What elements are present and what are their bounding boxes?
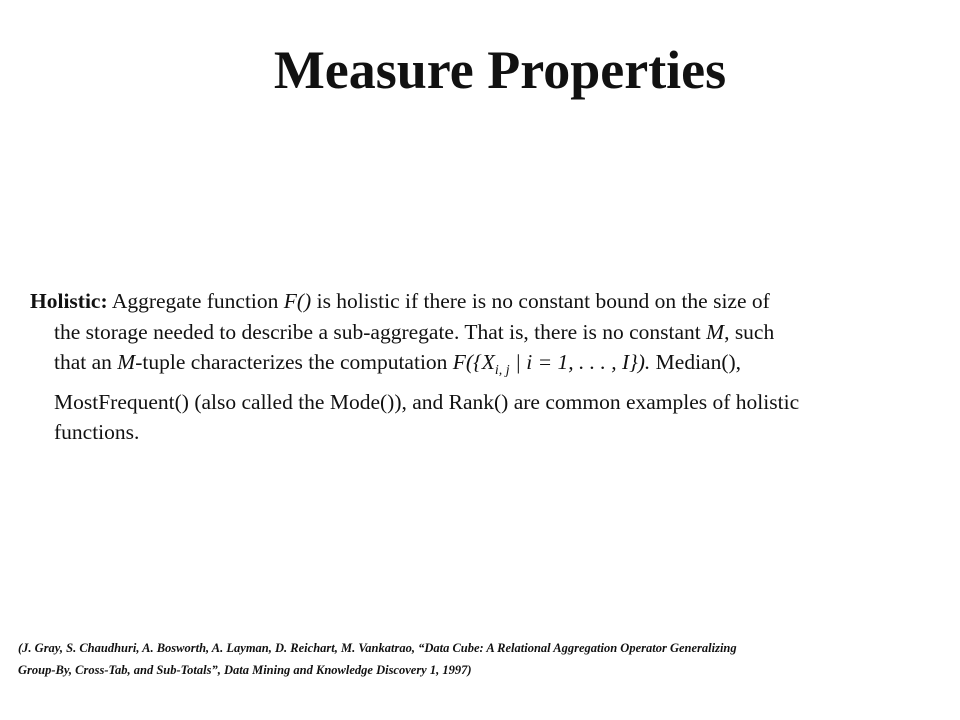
formula-part: F({X (452, 350, 495, 374)
definition-text: functions. (54, 420, 140, 444)
citation (18, 637, 948, 681)
math-function-f: F() (283, 289, 312, 313)
definition-text: is holistic if there is no constant bound on the size of (316, 289, 770, 313)
definition-text: that an (54, 350, 112, 374)
definition-line-4 (30, 387, 940, 418)
math-constant-m: M (117, 350, 136, 374)
definition-text: -tuple characterizes the computation (135, 350, 448, 374)
math-constant-m: M (706, 319, 725, 344)
definition-text: Median(), (655, 350, 742, 374)
citation-line-2: Group-By, Cross-Tab, and Sub-Totals”, Data Mining and Knowledge Discovery 1, 1997) (18, 663, 472, 677)
formula-part: | i = 1, . . . , I}). (509, 350, 651, 374)
definition-text: MostFrequent() (also called the Mode()), and Rank() are common examples of holistic (54, 389, 800, 414)
formula-subscript: i, j (494, 363, 510, 378)
definition-line-3 (30, 347, 940, 387)
definition-line-2 (30, 317, 940, 348)
definition-text: Aggregate function (111, 289, 279, 313)
citation-line-1: (J. Gray, S. Chaudhuri, A. Bosworth, A. Layman, D. Reichart, M. Vankatrao, “Data Cube: A Relational Aggregation Operator Generalizing (18, 641, 737, 655)
math-formula (452, 350, 651, 378)
definition-paragraph (30, 286, 940, 448)
slide-title: Measure Properties (273, 40, 727, 100)
definition-text: , such (724, 319, 775, 344)
definition-line-5 (30, 417, 940, 448)
definition-line-1 (30, 286, 940, 317)
definition-text: the storage needed to describe a sub-aggregate. That is, there is no constant (54, 319, 701, 344)
definition-term: Holistic: (30, 289, 108, 313)
